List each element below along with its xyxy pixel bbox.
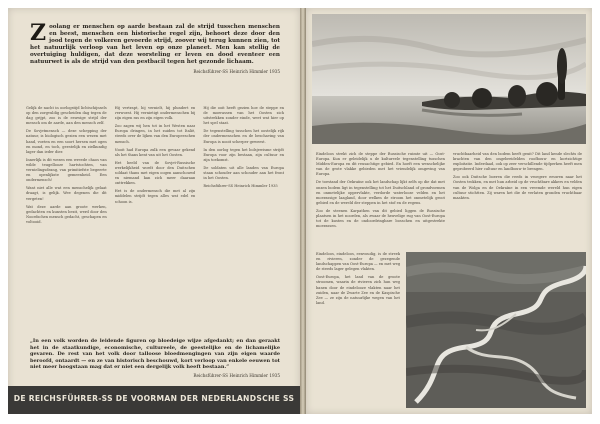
- paragraph: Want niet alle wat een menschelijk gelaat draagt, is gelijk. Wee degenen die dit vergeten!: [26, 186, 107, 201]
- left-body-columns: [26, 106, 284, 326]
- intro-quote: [30, 20, 280, 75]
- left-page: [8, 8, 301, 414]
- footer-title: DE REICHSFÜHRER-SS DE VOORMAN DER NEDERLANDSCHE SS: [13, 394, 295, 403]
- paragraph: Zoo ook Duitsche boeren die reeds in vroegere eeuwen naar het Oosten trokken, en met hun arbeid op de vruchtbare akkers en velden van de Wolga en de Oekraïne in een vreemde wereld hun eigen cultuur stichtten. Zij waren het die de verlaten gronden vruchtbaar maakten.: [453, 175, 582, 200]
- paragraph: De Sovjetmensch — deze schepping der natuur, is biologisch gezien een wezen met hand, voeten en een soort hersen met ogen en mond, en toch, geestelijk en zielkundig lager dan ieder dier.: [26, 129, 107, 154]
- left-column-2: [115, 106, 196, 326]
- left-column-3: [203, 106, 284, 326]
- paragraph: In den oorlog tegen het bolsjewisme strijdt Europa voor zijn bestaan, zijn cultuur en zijn toekomst.: [203, 147, 285, 162]
- paragraph: Hij vertrapt, hij vernielt, hij plundert en verwoest. Hij vernietigt ondermenschen bij zijn eigen ras en zijn eigen volk.: [114, 106, 196, 121]
- paragraph: Nooit had Europa zulk een gevaar gekend als het thans kent van uit het Oosten.: [114, 147, 196, 157]
- right-page: [306, 8, 592, 414]
- paragraph: Oost-Europa, het land van de groote stroomen, waarin de rivieren zich hun weg banen door de eindelooze vlakten naar het zuiden, naar de Zwarte Zee en de Kaspische Zee — ze zijn de natuurlijke wegen van het land.: [316, 275, 400, 305]
- right-column-1: [316, 152, 445, 232]
- intro-attribution: Reichsführer-SS Heinrich Himmler 1935: [193, 69, 280, 74]
- paragraph: vruchtbaarheid van den bodem heeft geuit? Dit land kende slechts de krachten van den ongebreidelden roofbouw en kortzichtige exploitatie. Inderdaad, ook op zeer verschillende tijdperken heeft men geprobeerd hier cultuur en landbouw te brengen.: [453, 152, 582, 172]
- river-aerial-photo: [406, 252, 586, 408]
- paragraph: Zoo de steenen Karpathen van dit gebied liggen de Russische plaatsen in het noorden, als zwaar de heuvelige rug van Oost-Europa tot de kusten en de ondoordringbare bosschen en uitgestrekte moerassen.: [316, 208, 445, 229]
- closing-quote: [30, 338, 280, 380]
- paragraph: Reichsführer-SS Heinrich Himmler 1935: [203, 184, 278, 189]
- paragraph: Gelijk de nacht in oorlogstijd lichtschijnsels op den zorgvuldig gescheiden dag tegen de dag grijpt, zoo is de eeuwige strijd der mensch om de aarde, aan den mensch zelf.: [26, 106, 107, 126]
- paragraph: Zoo zagen wij hen tot in het Westen naar Europa dringen, in het zuiden tot Italië, steeds over de lijken van den Europeeschen mensch.: [114, 124, 196, 144]
- paragraph: Wat deze aarde aan groote werken, gedachten en kunsten bezit, werd door den Noordschen mensch gedacht, geschapen en voltooid.: [26, 204, 107, 224]
- closing-text: „In een volk worden de leidende figuren op bloedeige wijze afgedankt; en dan geraakt het in de staatkundige, economische, cultureele, de geestelijke en de lichamelijke gevaren. De rest van het volk door talloose bloedmengingen van zijn eigen waarde beroofd, ontaardt — en ze van historisch beschouwd, kort verloop van enkele eeuwen tot niet meer hoogstaan mag dat er niet een dergelijk volk heeft bestaan.”: [30, 338, 280, 371]
- right-body-columns: [316, 152, 582, 232]
- paragraph: De toestand der Oekraïne ook het landschap lijkt zelfs op die dat met onzen bodem ligt in tegenstelling tot het Duitschland of grondvormen en onmetelijke oppervlakte, verdorde waterlooze velden en het moerassige laagland, door welken de stroom het onmetelijk groot gebied en de wereld der steppen in het stof en de regens.: [316, 180, 445, 205]
- paragraph: Eindeloos, eindeloos, eenvoudig, is de streek en rivieren, zonder de gezegende landschappen van Oost-Europa — en met weg de steeds lager gelegen vlakten.: [316, 252, 400, 272]
- magazine-spread: [8, 8, 592, 414]
- closing-attribution: Reichsführer-SS Heinrich Himmler 1935: [193, 372, 280, 378]
- paragraph: Het beeld van de Sovjet-Russische werkelijkheid wordt door den Duitschen soldaat thans met eigen oogen aanschouwd en niemand kan zich meer daaraan onttrekken.: [114, 160, 196, 186]
- left-column-1: [26, 106, 107, 326]
- intro-text: oolang er menschen op aarde bestaan zal de strijd tusschen menschen en beest, menschen een historische regel zijn, behoort deze door den jood tegen de volkeren gevoerde strijd, zoover wij terug kunnen zien, tot het natuurlijk verloop van het leven op onze planeet. Men kan stellig de overtuiging huldigen, dat deze worsteling er leven en dood eventeer een natuurwet is als de strijd van den pestbacil tegen het gezonde lichaam.: [30, 24, 280, 65]
- drop-cap: Z: [30, 20, 47, 46]
- paragraph: Het is de ondermensch die met al zijn middelen strijdt tegen alles wat edel en schoon is.: [114, 189, 196, 204]
- paragraph: Hij die ooit heeft gezien hoe de steppe en de moerassen van het Oosten zich uitstrekken zonder einde, weet wat hier op het spel staat.: [203, 106, 285, 126]
- right-column-2: [453, 152, 582, 232]
- landscape-photo: [312, 14, 586, 144]
- paragraph: Eindeloos strekt zich de steppe der Russische ruimte uit — Oost-Europa. Kun er geleidelijk u de kultureele tegenstelling tusschen Midden-Europa en dit reusachtige gebied. En hoeft een wenschelijke van de grote vlakke gebieden met het vriendelijk omgeving van Europa.: [316, 152, 445, 177]
- narrow-column: [316, 252, 400, 402]
- paragraph: De soldaten uit alle landen van Europa staan schouder aan schouder aan het front in het Oosten.: [203, 165, 285, 181]
- paragraph: Innerlijk is dit wezen een wreede chaos van wilde teugellooze hartstochten, van vernielingsdrang, van primitiefste begeerte en openlijkste gemeenheid. Een ondermensch!: [26, 157, 107, 183]
- paragraph: De tegenstelling tusschen het oostelijk rijk der ondermenschen en de beschaving van Europa is nooit scherper geweest.: [203, 129, 285, 144]
